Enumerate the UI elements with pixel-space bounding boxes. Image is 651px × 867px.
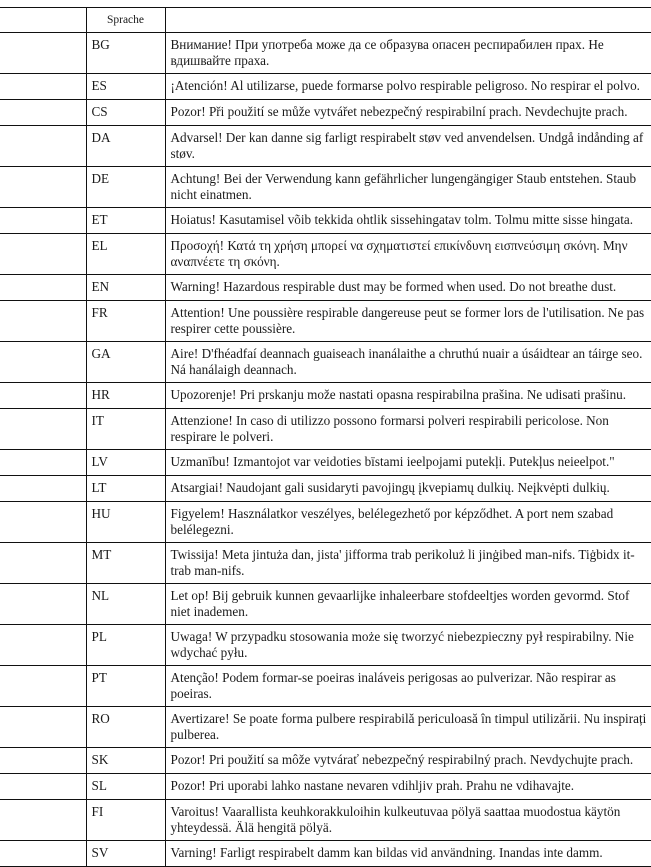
table-row <box>0 342 651 383</box>
table-row <box>0 275 651 301</box>
blank-cell <box>0 666 86 707</box>
blank-cell <box>0 841 86 867</box>
warning-text-cell: Uwaga! W przypadku stosowania może się tworzyć niebezpieczny pył respirabilny. Nie wdychać pyłu. <box>165 625 651 666</box>
table-row <box>0 167 651 208</box>
language-code-cell: EN <box>86 275 165 301</box>
blank-cell <box>0 625 86 666</box>
blank-cell <box>0 476 86 502</box>
table-row <box>0 383 651 409</box>
table-row <box>0 126 651 167</box>
warning-text-cell: Pozor! Při použití se může vytvářet nebezpečný respirabilní prach. Nevdechujte prach. <box>165 100 651 126</box>
language-code-cell: NL <box>86 584 165 625</box>
warning-text-cell: Pozor! Pri uporabi lahko nastane nevaren vdihljiv prah. Prahu ne vdihavajte. <box>165 774 651 800</box>
blank-cell <box>0 800 86 841</box>
language-code-cell: FR <box>86 301 165 342</box>
language-code-cell: BG <box>86 33 165 74</box>
header-text-cell <box>165 8 651 33</box>
language-code-cell: CS <box>86 100 165 126</box>
blank-cell <box>0 126 86 167</box>
blank-cell <box>0 409 86 450</box>
blank-cell <box>0 74 86 100</box>
warning-text-cell: Let op! Bij gebruik kunnen gevaarlijke inhaleerbare stofdeeltjes worden gevormd. Stof niet inademen. <box>165 584 651 625</box>
blank-cell <box>0 748 86 774</box>
blank-cell <box>0 208 86 234</box>
language-code-cell: IT <box>86 409 165 450</box>
warning-text-cell: Uzmanību! Izmantojot var veidoties bīstami ieelpojami putekļi. Putekļus neieelpot." <box>165 450 651 476</box>
language-code-cell: SV <box>86 841 165 867</box>
table-row <box>0 774 651 800</box>
table-row <box>0 208 651 234</box>
language-code-cell: FI <box>86 800 165 841</box>
warning-text-cell: ¡Atención! Al utilizarse, puede formarse polvo respirable peligroso. No respirar el polvo. <box>165 74 651 100</box>
header-language-cell: Sprache <box>86 8 165 33</box>
blank-cell <box>0 543 86 584</box>
blank-cell <box>0 502 86 543</box>
table-row <box>0 502 651 543</box>
table-row <box>0 543 651 584</box>
header-row <box>0 8 651 33</box>
table-row <box>0 666 651 707</box>
warning-text-cell: Attention! Une poussière respirable dangereuse peut se former lors de l'utilisation. Ne pas respirer cette poussière. <box>165 301 651 342</box>
language-code-cell: SK <box>86 748 165 774</box>
warning-text-cell: Aire! D'fhéadfaí deannach guaiseach inanálaithe a chruthú nuair a úsáidtear an táirge seo. Ná hanálaigh deannach. <box>165 342 651 383</box>
blank-cell <box>0 234 86 275</box>
table-row <box>0 476 651 502</box>
warning-text-cell: Varoitus! Vaarallista keuhkorakkuloihin kulkeutuvaa pölyä saattaa muodostua käytön yhteydessä. Älä hengitä pölyä. <box>165 800 651 841</box>
blank-cell <box>0 707 86 748</box>
blank-cell <box>0 342 86 383</box>
warning-text-cell: Advarsel! Der kan danne sig farligt respirabelt støv ved anvendelsen. Undgå indånding af støv. <box>165 126 651 167</box>
warning-text-cell: Hoiatus! Kasutamisel võib tekkida ohtlik sissehingatav tolm. Tolmu mitte sisse hingata. <box>165 208 651 234</box>
table-row <box>0 409 651 450</box>
warning-text-cell: Achtung! Bei der Verwendung kann gefährlicher lungengängiger Staub entstehen. Staub nicht einatmen. <box>165 167 651 208</box>
warning-text-cell: Attenzione! In caso di utilizzo possono formarsi polveri respirabili pericolose. Non respirare le polveri. <box>165 409 651 450</box>
language-code-cell: HU <box>86 502 165 543</box>
blank-cell <box>0 33 86 74</box>
table-row <box>0 74 651 100</box>
blank-cell <box>0 774 86 800</box>
blank-cell <box>0 275 86 301</box>
hazard-warning-table <box>0 7 651 867</box>
table-body <box>0 33 651 867</box>
language-code-cell: MT <box>86 543 165 584</box>
blank-cell <box>0 100 86 126</box>
warning-text-cell: Pozor! Pri použití sa môže vytvárať nebezpečný respirabilný prach. Nevdychujte prach. <box>165 748 651 774</box>
language-code-cell: ET <box>86 208 165 234</box>
table-row <box>0 301 651 342</box>
table-row <box>0 748 651 774</box>
language-code-cell: EL <box>86 234 165 275</box>
language-code-cell: LT <box>86 476 165 502</box>
table-row <box>0 800 651 841</box>
blank-cell <box>0 584 86 625</box>
table-row <box>0 33 651 74</box>
language-code-cell: PT <box>86 666 165 707</box>
warning-text-cell: Προσοχή! Κατά τη χρήση μπορεί να σχηματιστεί επικίνδυνη εισπνεύσιμη σκόνη. Μην αναπνέετε τη σκόνη. <box>165 234 651 275</box>
warning-text-cell: Varning! Farligt respirabelt damm kan bildas vid användning. Inandas inte damm. <box>165 841 651 867</box>
warning-text-cell: Atsargiai! Naudojant gali susidaryti pavojingų įkvepiamų dulkių. Neįkvėpti dulkių. <box>165 476 651 502</box>
warning-text-cell: Twissija! Meta jintuża dan, jista' jifforma trab perikoluż li jinġibed man-nifs. Tiġbidx it-trab man-nifs. <box>165 543 651 584</box>
warning-text-cell: Warning! Hazardous respirable dust may be formed when used. Do not breathe dust. <box>165 275 651 301</box>
language-code-cell: ES <box>86 74 165 100</box>
language-code-cell: RO <box>86 707 165 748</box>
warning-text-cell: Atenção! Podem formar-se poeiras inaláveis perigosas ao pulverizar. Não respirar as poeiras. <box>165 666 651 707</box>
language-code-cell: SL <box>86 774 165 800</box>
table-header <box>0 8 651 33</box>
warning-text-cell: Upozorenje! Pri prskanju može nastati opasna respirabilna prašina. Ne udisati prašinu. <box>165 383 651 409</box>
language-code-cell: PL <box>86 625 165 666</box>
language-code-cell: HR <box>86 383 165 409</box>
warning-text-cell: Внимание! При употреба може да се образува опасен респирабилен прах. Не вдишвайте праха. <box>165 33 651 74</box>
header-blank-cell <box>0 8 86 33</box>
language-code-cell: LV <box>86 450 165 476</box>
table-row <box>0 100 651 126</box>
table-row <box>0 707 651 748</box>
blank-cell <box>0 450 86 476</box>
warning-text-cell: Figyelem! Használatkor veszélyes, belélegezhető por képződhet. A port nem szabad belélegezni. <box>165 502 651 543</box>
language-code-cell: GA <box>86 342 165 383</box>
table-row <box>0 584 651 625</box>
language-code-cell: DE <box>86 167 165 208</box>
blank-cell <box>0 167 86 208</box>
table-row <box>0 450 651 476</box>
blank-cell <box>0 383 86 409</box>
table-row <box>0 841 651 867</box>
blank-cell <box>0 301 86 342</box>
language-code-cell: DA <box>86 126 165 167</box>
table-row <box>0 234 651 275</box>
table-row <box>0 625 651 666</box>
warning-text-cell: Avertizare! Se poate forma pulbere respirabilă periculoasă în timpul utilizării. Nu inspirați pulberea. <box>165 707 651 748</box>
